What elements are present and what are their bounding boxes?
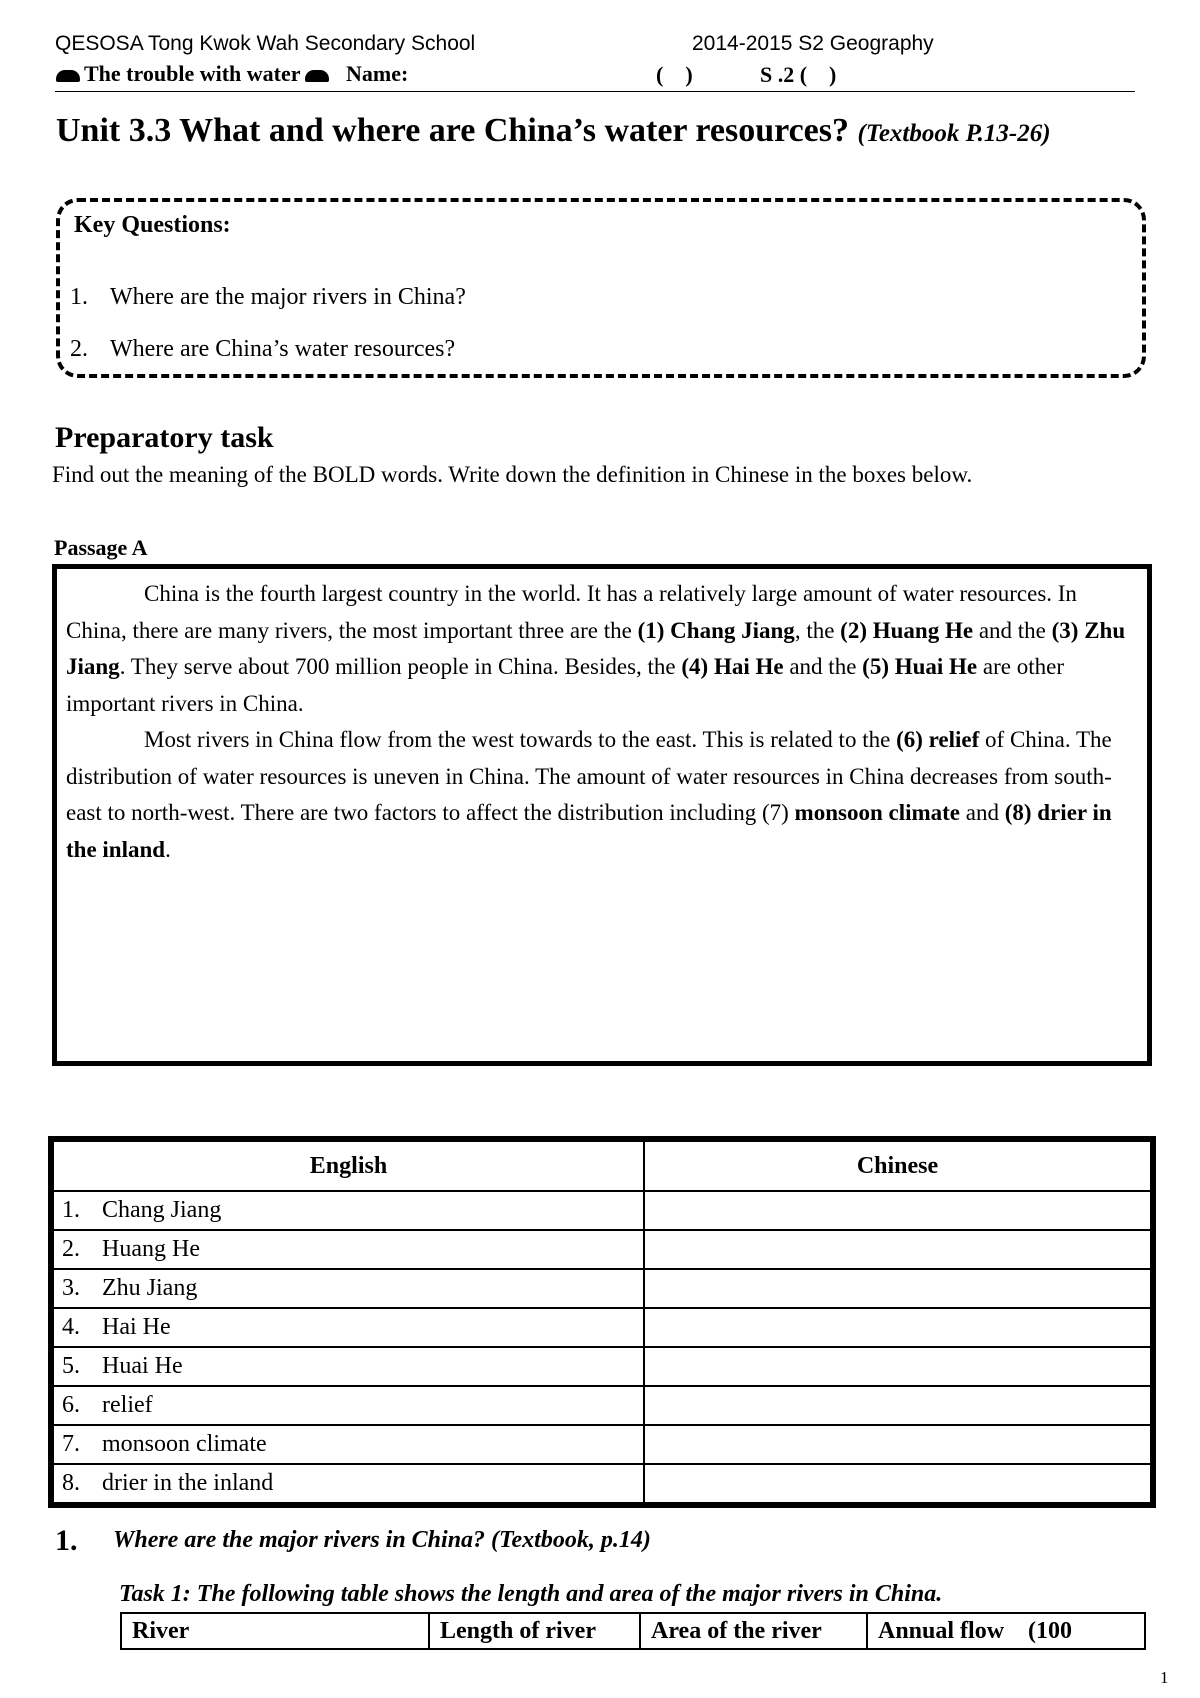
- page-number: 1: [1160, 1668, 1169, 1687]
- class-label: S .2 ( ): [760, 62, 837, 87]
- topic-line: [52, 61, 408, 87]
- table-header-row: [121, 1613, 1145, 1649]
- passage-segment: China is the fourth largest country in the world. It has a relatively large amount of water resources. In China, there are many rivers, the most important three are the: [66, 581, 1077, 643]
- term-text: monsoon climate: [102, 1431, 267, 1457]
- header-annual-flow: Annual flow (100: [867, 1613, 1145, 1649]
- table-row: [51, 1230, 1153, 1269]
- row-number: 6.: [62, 1392, 80, 1418]
- chinese-answer-cell[interactable]: [644, 1347, 1153, 1386]
- term-text: Huang He: [102, 1236, 200, 1262]
- vocab-table: [48, 1136, 1156, 1508]
- header-length: Length of river: [429, 1613, 640, 1649]
- key-question-2: 2. Where are China’s water resources?: [70, 336, 456, 362]
- chinese-answer-cell[interactable]: [644, 1464, 1153, 1505]
- passage-segment: of China. The distribution of water resources is uneven in China. The amount of water resources in China decreases from south-east to north-west. There are two factors to affect the distribution including (7): [66, 727, 1112, 825]
- row-number: 3.: [62, 1275, 80, 1301]
- chinese-answer-cell[interactable]: [644, 1308, 1153, 1347]
- english-cell: [51, 1308, 644, 1347]
- table-header-row: [51, 1139, 1153, 1191]
- passage-segment: and: [960, 800, 1005, 825]
- passage-segment: and the: [973, 617, 1052, 643]
- passage-segment: and the: [783, 654, 863, 679]
- bold-term: (8) drier in the inland: [66, 800, 1112, 862]
- table-row: [51, 1425, 1153, 1464]
- river-table: [120, 1612, 1146, 1650]
- header-chinese: Chinese: [644, 1139, 1153, 1191]
- term-text: Chang Jiang: [102, 1197, 222, 1223]
- table-row: [51, 1191, 1153, 1230]
- year-subject: 2014-2015 S2 Geography: [692, 32, 934, 55]
- english-cell: [51, 1425, 644, 1464]
- name-label: Name:: [346, 61, 409, 86]
- key-questions-heading: Key Questions:: [74, 212, 231, 238]
- school-name: QESOSA Tong Kwok Wah Secondary School: [55, 32, 476, 55]
- passage-segment: are other important rivers in China.: [66, 654, 1064, 716]
- table-row: [51, 1464, 1153, 1505]
- question-text: Where are the major rivers in China? (Textbook, p.14): [113, 1527, 651, 1553]
- header-english: English: [51, 1139, 644, 1191]
- english-cell: [51, 1269, 644, 1308]
- bold-term: (5) Huai He: [862, 654, 978, 679]
- title-main: Unit 3.3 What and where are China’s water resources?: [56, 112, 850, 149]
- row-number: 7.: [62, 1431, 80, 1457]
- bold-term: monsoon climate: [794, 800, 961, 825]
- term-text: relief: [102, 1392, 153, 1418]
- term-text: Zhu Jiang: [102, 1275, 198, 1301]
- header-river: River: [121, 1613, 429, 1649]
- title-ref: (Textbook P.13-26): [857, 120, 1051, 147]
- row-number: 4.: [62, 1314, 80, 1340]
- task-text: Task 1: The following table shows the length and area of the major rivers in China.: [119, 1581, 943, 1607]
- term-text: Hai He: [102, 1314, 171, 1340]
- topic-title: The trouble with water: [84, 61, 301, 86]
- row-number: 5.: [62, 1353, 80, 1379]
- table-row: [51, 1347, 1153, 1386]
- term-text: Huai He: [102, 1353, 183, 1379]
- bold-term: (6) relief: [896, 727, 980, 752]
- passage-segment: , the: [794, 617, 841, 643]
- chinese-answer-cell[interactable]: [644, 1191, 1153, 1230]
- english-cell: [51, 1191, 644, 1230]
- table-row: [51, 1386, 1153, 1425]
- passage-paragraph-1: [66, 576, 1141, 722]
- chinese-answer-cell[interactable]: [644, 1269, 1153, 1308]
- passage-segment: . They serve about 700 million people in China. Besides, the: [119, 654, 682, 679]
- table-row: [51, 1269, 1153, 1308]
- instruction-text: Find out the meaning of the BOLD words. Write down the definition in Chinese in the boxes below.: [52, 462, 973, 487]
- passage-text: [66, 576, 1141, 868]
- row-number: 8.: [62, 1470, 80, 1496]
- question-number: 1.: [55, 1524, 78, 1557]
- bold-term: (3) Zhu Jiang: [66, 617, 1126, 679]
- term-text: drier in the inland: [102, 1470, 274, 1496]
- bold-term: (4) Hai He: [681, 654, 784, 679]
- header-rule: [55, 91, 1135, 92]
- name-paren: ( ): [656, 62, 693, 87]
- chinese-answer-cell[interactable]: [644, 1230, 1153, 1269]
- chinese-answer-cell[interactable]: [644, 1386, 1153, 1425]
- graduation-cap-icon: [56, 70, 80, 82]
- passage-paragraph-2: [66, 722, 1141, 868]
- english-cell: [51, 1230, 644, 1269]
- passage-segment: Most rivers in China flow from the west towards to the east. This is related to the: [144, 727, 897, 752]
- page-title: [56, 112, 1051, 150]
- bold-term: (1) Chang Jiang: [637, 617, 795, 643]
- row-number: 1.: [62, 1197, 80, 1223]
- english-cell: [51, 1464, 644, 1505]
- key-question-1: 1. Where are the major rivers in China?: [70, 284, 466, 310]
- table-row: [51, 1308, 1153, 1347]
- chinese-answer-cell[interactable]: [644, 1425, 1153, 1464]
- passage-segment: .: [165, 836, 171, 862]
- section-heading: Preparatory task: [55, 421, 274, 454]
- bold-term: (2) Huang He: [840, 617, 974, 643]
- header-area: Area of the river: [640, 1613, 867, 1649]
- row-number: 2.: [62, 1236, 80, 1262]
- graduation-cap-icon: [305, 70, 329, 82]
- english-cell: [51, 1347, 644, 1386]
- english-cell: [51, 1386, 644, 1425]
- passage-label: Passage A: [54, 535, 148, 560]
